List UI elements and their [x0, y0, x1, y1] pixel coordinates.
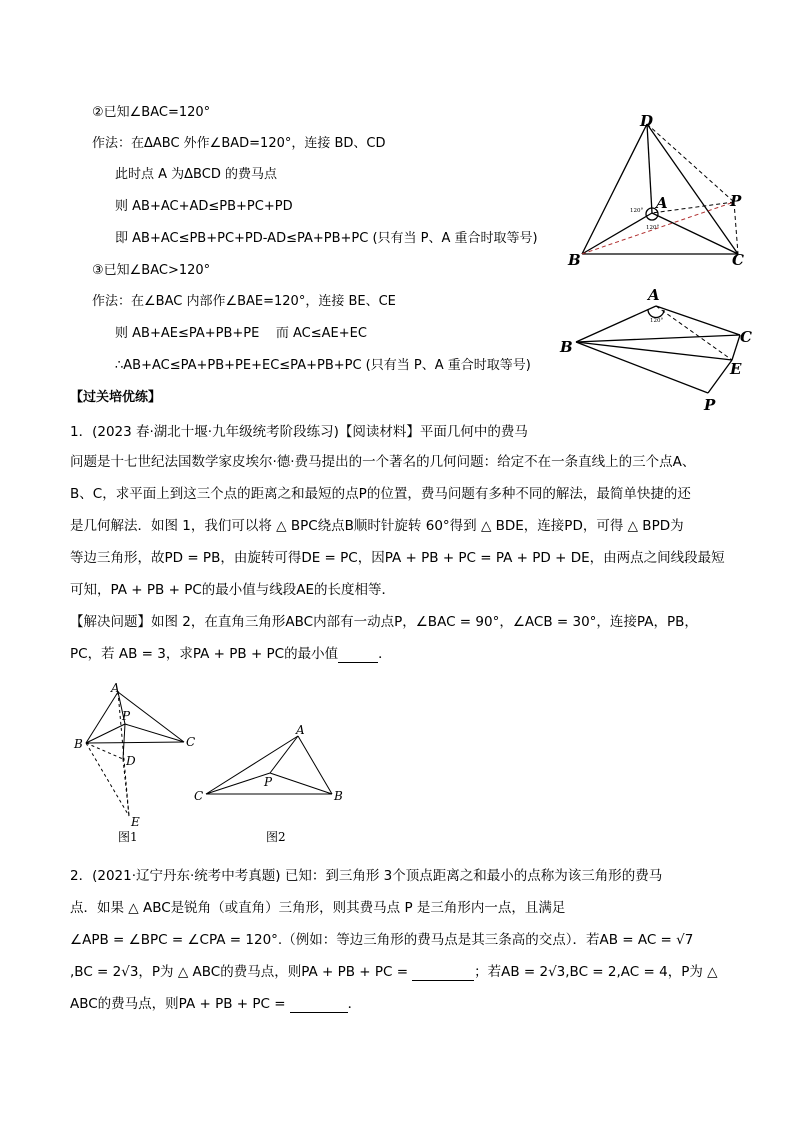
fig-top-label-B: B — [568, 251, 581, 268]
q1-line7 — [70, 645, 392, 663]
figure-2 — [190, 720, 360, 845]
sec2-line3: 则 AB+AC+AD≤PB+PC+PD — [115, 199, 293, 214]
fig1-label-A: A — [111, 681, 120, 695]
sec2-line1: 作法：在ΔABC 外作∠BAD=120°，连接 BD、CD — [92, 136, 386, 151]
q2-line4a: ,BC = 2√3，P为 △ ABC的费马点，则PA + PB + PC = — [70, 964, 409, 980]
q1-line1 — [70, 423, 528, 441]
q1-answer-blank[interactable] — [338, 648, 378, 663]
q2-line5a: ABC的费马点，则PA + PB + PC = — [70, 996, 286, 1012]
fig1-caption: 图1 — [118, 830, 138, 844]
fig-mid-label-C: C — [740, 328, 752, 346]
fig2-caption: 图2 — [266, 830, 286, 844]
q1-line7-text: PC，若 AB = 3，求PA + PB + PC的最小值 — [70, 646, 339, 662]
fig2-label-B: B — [334, 789, 343, 803]
sec3-line3: ∴AB+AC≤PA+PB+PE+EC≤PA+PB+PC (只有当 P、A 重合时取等号) — [115, 358, 531, 373]
q2-line2: 点．如果 △ ABC是锐角（或直角）三角形，则其费马点 P 是三角形内一点，且满足 — [70, 900, 566, 916]
q2-line3: ∠APB = ∠BPC = ∠CPA = 120°.（例如：等边三角形的费马点是其三条高的交点）．若AB = AC = √7 — [70, 932, 694, 948]
fig-mid-label-E: E — [730, 360, 742, 378]
fig1-label-C: C — [186, 735, 196, 749]
fig-mid-label-P: P — [704, 396, 716, 414]
fig1-label-D: D — [126, 754, 136, 768]
fig2-label-C: C — [194, 789, 204, 803]
sec3-line1: 作法：在∠BAC 内部作∠BAE=120°，连接 BE、CE — [92, 294, 396, 309]
fig-mid-angle: 120° — [650, 318, 664, 324]
practice-heading: 【过关培优练】 — [70, 390, 162, 405]
sec3-title: ③已知∠BAC>120° — [92, 263, 211, 278]
fig-top-label-P: P — [730, 192, 742, 210]
fig2-label-P: P — [264, 775, 273, 789]
q2-line4 — [70, 963, 718, 981]
figure-top-right — [560, 108, 760, 268]
q1-line4: 等边三角形，故PD = PB，由旋转可得DE = PC，因PA + PB + PC = PA + PD + DE，由两点之间线段最短 — [70, 550, 725, 566]
sec2-line4: 即 AB+AC≤PB+PC+PD-AD≤PA+PB+PC (只有当 P、A 重合时取等号) — [115, 231, 538, 246]
q2-line5 — [70, 995, 361, 1013]
fig1-label-E: E — [131, 815, 140, 829]
fig1-label-B: B — [74, 737, 83, 751]
figure-mid-right — [556, 280, 766, 415]
q2-answer-blank-1[interactable] — [412, 966, 474, 981]
q1-line2: B、C，求平面上到这三个点的距离之和最短的点P的位置，费马问题有多种不同的解法，最简单快捷的还 — [70, 486, 691, 502]
q2-line5b: ． — [347, 996, 362, 1012]
q1-line7-end: ． — [378, 646, 392, 662]
q1-line1a: 1．(2023 春·湖北十堰·九年级统考阶段练习)【阅读材料】平面几何中的费马 — [70, 424, 528, 440]
q1-line6: 【解决问题】如图 2，在直角三角形ABC内部有一动点P，∠BAC = 90°，∠ACB = 30°，连接PA，PB， — [70, 614, 698, 630]
fig-top-label-A: A — [656, 194, 668, 212]
q1-line1b: 问题是十七世纪法国数学家皮埃尔·德·费马提出的一个著名的几何问题：给定不在一条直线上的三个点A、 — [70, 454, 696, 470]
fig-mid-label-B: B — [560, 338, 573, 356]
figure-1 — [66, 680, 206, 845]
q2-answer-blank-2[interactable] — [290, 998, 348, 1013]
fig2-label-A: A — [296, 723, 305, 737]
sec2-title: ②已知∠BAC=120° — [92, 105, 211, 120]
fig-mid-label-A: A — [648, 286, 660, 304]
sec2-line2: 此时点 A 为ΔBCD 的费马点 — [115, 167, 277, 182]
sec3-line2: 则 AB+AE≤PA+PB+PE 而 AC≤AE+EC — [115, 326, 367, 341]
q1-line5: 可知，PA + PB + PC的最小值与线段AE的长度相等． — [70, 582, 396, 598]
q2-line4b: ；若AB = 2√3,BC = 2,AC = 4，P为 △ — [474, 964, 718, 980]
fig-top-label-D: D — [640, 112, 654, 130]
fig1-label-P: P — [122, 709, 131, 723]
fig-top-angle-2: 120° — [646, 225, 660, 231]
q1-line3: 是几何解法．如图 1，我们可以将 △ BPC绕点B顺时针旋转 60°得到 △ BDE，连接PD，可得 △ BPD为 — [70, 518, 684, 534]
fig-top-label-C: C — [732, 251, 744, 268]
fig-top-angle-1: 120° — [630, 208, 644, 214]
q2-line1: 2．(2021·辽宁丹东·统考中考真题) 已知：到三角形 3个顶点距离之和最小的点称为该三角形的费马 — [70, 868, 663, 884]
